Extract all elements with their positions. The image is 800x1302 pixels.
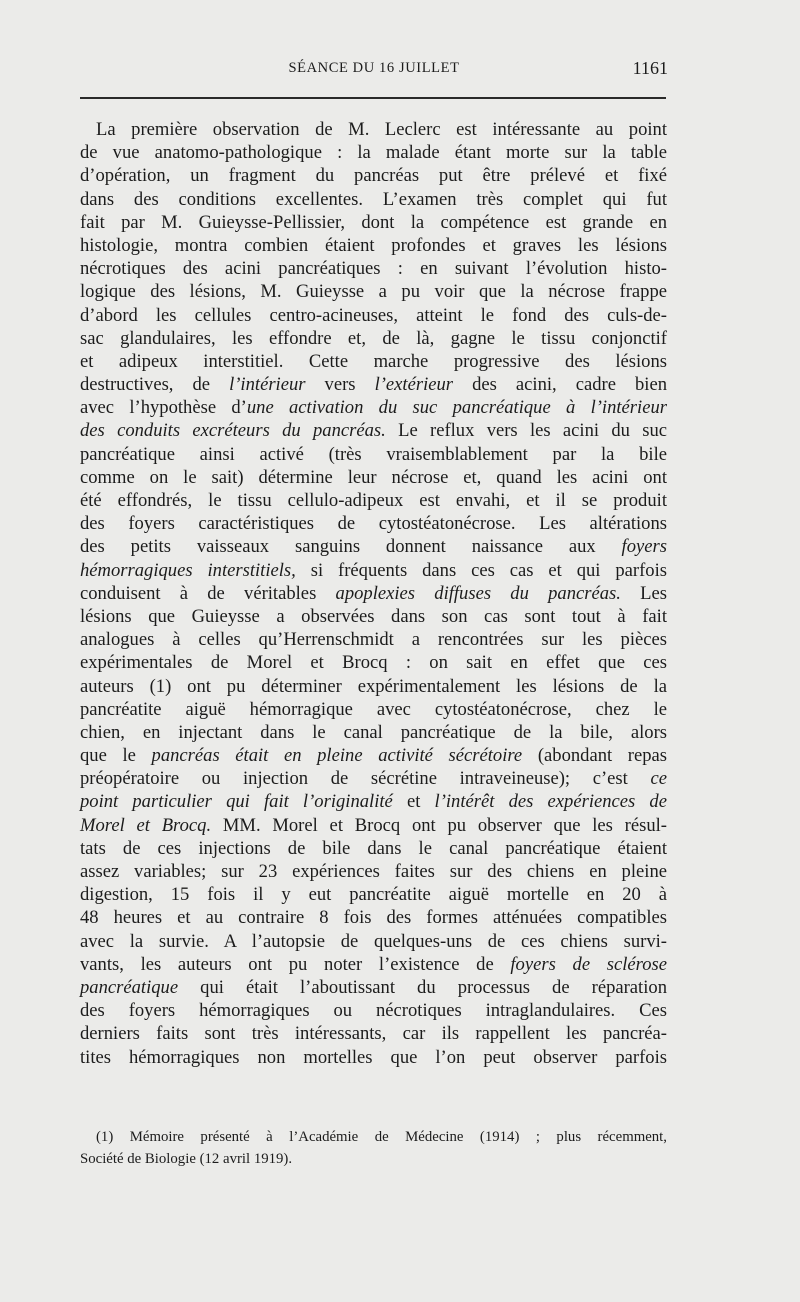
text-run: pancréatique ainsi activé (très vraisemblablement par la bile bbox=[80, 443, 667, 465]
text-run: (abondant repas bbox=[522, 745, 668, 767]
text-run: si fréquents dans ces cas et qui parfois bbox=[295, 559, 667, 581]
text-run: et adipeux interstitiel. Cette marche progressive des lésions bbox=[80, 350, 667, 372]
text-line bbox=[80, 350, 667, 373]
italic-text: foyers bbox=[621, 536, 667, 558]
italic-text: l’intérieur bbox=[229, 374, 306, 396]
page-number: 1161 bbox=[632, 58, 668, 78]
text-line bbox=[80, 489, 667, 512]
text-line bbox=[80, 141, 667, 164]
text-line bbox=[80, 373, 667, 396]
text-run: lésions que Guieysse a observées dans son cas sont tout à fait bbox=[80, 605, 667, 627]
italic-text: hémorragiques interstitiels, bbox=[80, 559, 296, 581]
text-run: sac glandulaires, les effondre et, de là, gagne le tissu conjonctif bbox=[80, 327, 667, 349]
text-run: conduisent à de véritables bbox=[80, 582, 336, 604]
running-title: SÉANCE DU 16 JUILLET bbox=[288, 60, 460, 76]
italic-text: l’extérieur bbox=[374, 374, 454, 396]
text-line bbox=[80, 767, 667, 790]
text-run: MM. Morel et Brocq ont pu observer que les résul- bbox=[211, 814, 667, 836]
text-line bbox=[80, 883, 667, 906]
header-rule bbox=[80, 97, 666, 99]
text-line bbox=[80, 327, 667, 350]
text-line bbox=[80, 234, 667, 257]
text-line bbox=[80, 1022, 667, 1045]
text-line bbox=[80, 466, 667, 489]
text-run: Le reflux vers les acini du suc bbox=[385, 420, 667, 442]
text-line bbox=[80, 790, 667, 813]
text-run: vants, les auteurs ont pu noter l’existence de bbox=[80, 953, 511, 975]
text-run: fait par M. Guieysse-Pellissier, dont la compétence est grande en bbox=[80, 211, 667, 233]
italic-text: ce bbox=[650, 768, 667, 790]
text-run: 48 heures et au contraire 8 fois des formes atténuées compatibles bbox=[80, 907, 667, 929]
text-run: Les bbox=[620, 582, 668, 604]
text-run: auteurs (1) ont pu déterminer expérimentalement les lésions de la bbox=[80, 675, 667, 697]
text-line bbox=[80, 651, 667, 674]
italic-text: point particulier qui fait l’originalité bbox=[80, 791, 393, 813]
text-line bbox=[80, 396, 667, 419]
text-line bbox=[80, 512, 667, 535]
italic-text: Morel et Brocq. bbox=[80, 814, 212, 836]
text-run: que le bbox=[80, 745, 152, 767]
text-line bbox=[80, 419, 667, 442]
text-line bbox=[80, 1046, 667, 1069]
text-line bbox=[80, 814, 667, 837]
text-run: des foyers caractéristiques de cytostéatonécrose. Les altérations bbox=[80, 513, 667, 535]
text-line bbox=[80, 188, 667, 211]
italic-text: foyers de sclérose bbox=[510, 953, 667, 975]
text-line bbox=[80, 211, 667, 234]
text-line bbox=[80, 744, 667, 767]
text-run: digestion, 15 fois il y eut pancréatite aiguë mortelle en 20 à bbox=[80, 884, 667, 906]
page-header bbox=[80, 58, 668, 82]
text-line bbox=[80, 628, 667, 651]
text-line bbox=[80, 535, 667, 558]
text-line bbox=[80, 953, 667, 976]
text-run: des foyers hémorragiques ou nécrotiques intraglandulaires. Ces bbox=[80, 1000, 667, 1022]
text-run: préopératoire ou injection de sécrétine intraveineuse); c’est bbox=[80, 768, 651, 790]
text-run: des acini, cadre bien bbox=[453, 374, 667, 396]
text-run: destructives, de bbox=[80, 374, 230, 396]
text-run: tites hémorragiques non mortelles que l’on peut observer parfois bbox=[80, 1046, 667, 1068]
text-run: derniers faits sont très intéressants, car ils rappellent les pancréa- bbox=[80, 1023, 667, 1045]
text-line bbox=[80, 698, 667, 721]
text-line bbox=[80, 675, 667, 698]
text-run: avec l’hypothèse d’ bbox=[80, 397, 247, 419]
italic-text: apoplexies diffuses du pancréas. bbox=[335, 582, 621, 604]
text-line bbox=[80, 304, 667, 327]
text-run: d’opération, un fragment du pancréas put être prélevé et fixé bbox=[80, 165, 667, 187]
text-run: tats de ces injections de bile dans le canal pancréatique étaient bbox=[80, 837, 667, 859]
footnote-line: Société de Biologie (12 avril 1919). bbox=[80, 1151, 293, 1167]
text-run: avec la survie. A l’autopsie de quelques-uns de ces chiens survi- bbox=[80, 930, 667, 952]
italic-text: pancréas était en pleine activité sécrétoire bbox=[151, 745, 523, 767]
footnote-line: (1) Mémoire présenté à l’Académie de Médecine (1914) ; plus récemment, bbox=[96, 1129, 667, 1145]
italic-text: des conduits excréteurs du pancréas. bbox=[80, 420, 386, 442]
text-line bbox=[80, 721, 667, 744]
text-run: et bbox=[392, 791, 435, 813]
text-line bbox=[80, 164, 667, 187]
text-run: vers bbox=[305, 374, 375, 396]
text-line bbox=[80, 443, 667, 466]
text-line bbox=[80, 118, 667, 141]
text-line bbox=[80, 559, 667, 582]
text-line bbox=[80, 930, 667, 953]
text-run: expérimentales de Morel et Brocq : on sait en effet que ces bbox=[80, 652, 667, 674]
text-line bbox=[80, 605, 667, 628]
text-line bbox=[80, 976, 667, 999]
footnotes bbox=[80, 1126, 667, 1170]
body-paragraph bbox=[80, 118, 667, 1069]
text-run: des petits vaisseaux sanguins donnent naissance aux bbox=[80, 536, 622, 558]
italic-text: l’intérêt des expériences de bbox=[434, 791, 667, 813]
text-run: dans des conditions excellentes. L’examen très complet qui fut bbox=[80, 188, 667, 210]
text-run: de vue anatomo-pathologique : la malade étant morte sur la table bbox=[80, 142, 667, 164]
text-run: été effondrés, le tissu cellulo-adipeux est envahi, et il se produit bbox=[80, 490, 667, 511]
text-run: assez variables; sur 23 expériences faites sur des chiens en pleine bbox=[80, 861, 667, 882]
text-run: d’abord les cellules centro-acineuses, atteint le fond des culs-de- bbox=[80, 304, 667, 326]
text-run: analogues à celles qu’Herrenschmidt a rencontrées sur les pièces bbox=[80, 629, 667, 651]
text-line bbox=[80, 837, 667, 860]
text-run: La première observation de M. Leclerc est intéressante au point bbox=[96, 119, 667, 140]
text-run: histologie, montra combien étaient profondes et graves les lésions bbox=[80, 234, 667, 256]
text-run: chien, en injectant dans le canal pancréatique de la bile, alors bbox=[80, 721, 667, 743]
text-run: nécrotiques des acini pancréatiques : en suivant l’évolution histo- bbox=[80, 258, 667, 280]
text-line bbox=[80, 860, 667, 883]
text-run: qui était l’aboutissant du processus de réparation bbox=[178, 976, 667, 998]
text-line bbox=[80, 257, 667, 280]
text-run: comme on le sait) détermine leur nécrose et, quand les acini ont bbox=[80, 466, 667, 488]
text-run: logique des lésions, M. Guieysse a pu voir que la nécrose frappe bbox=[80, 281, 667, 303]
italic-text: pancréatique bbox=[80, 976, 179, 998]
text-line bbox=[80, 999, 667, 1022]
italic-text: une activation du suc pancréatique à l’intérieur bbox=[246, 397, 667, 419]
text-line bbox=[80, 280, 667, 303]
text-run: pancréatite aiguë hémorragique avec cytostéatonécrose, chez le bbox=[80, 698, 667, 720]
text-line bbox=[80, 906, 667, 929]
text-line bbox=[80, 582, 667, 605]
